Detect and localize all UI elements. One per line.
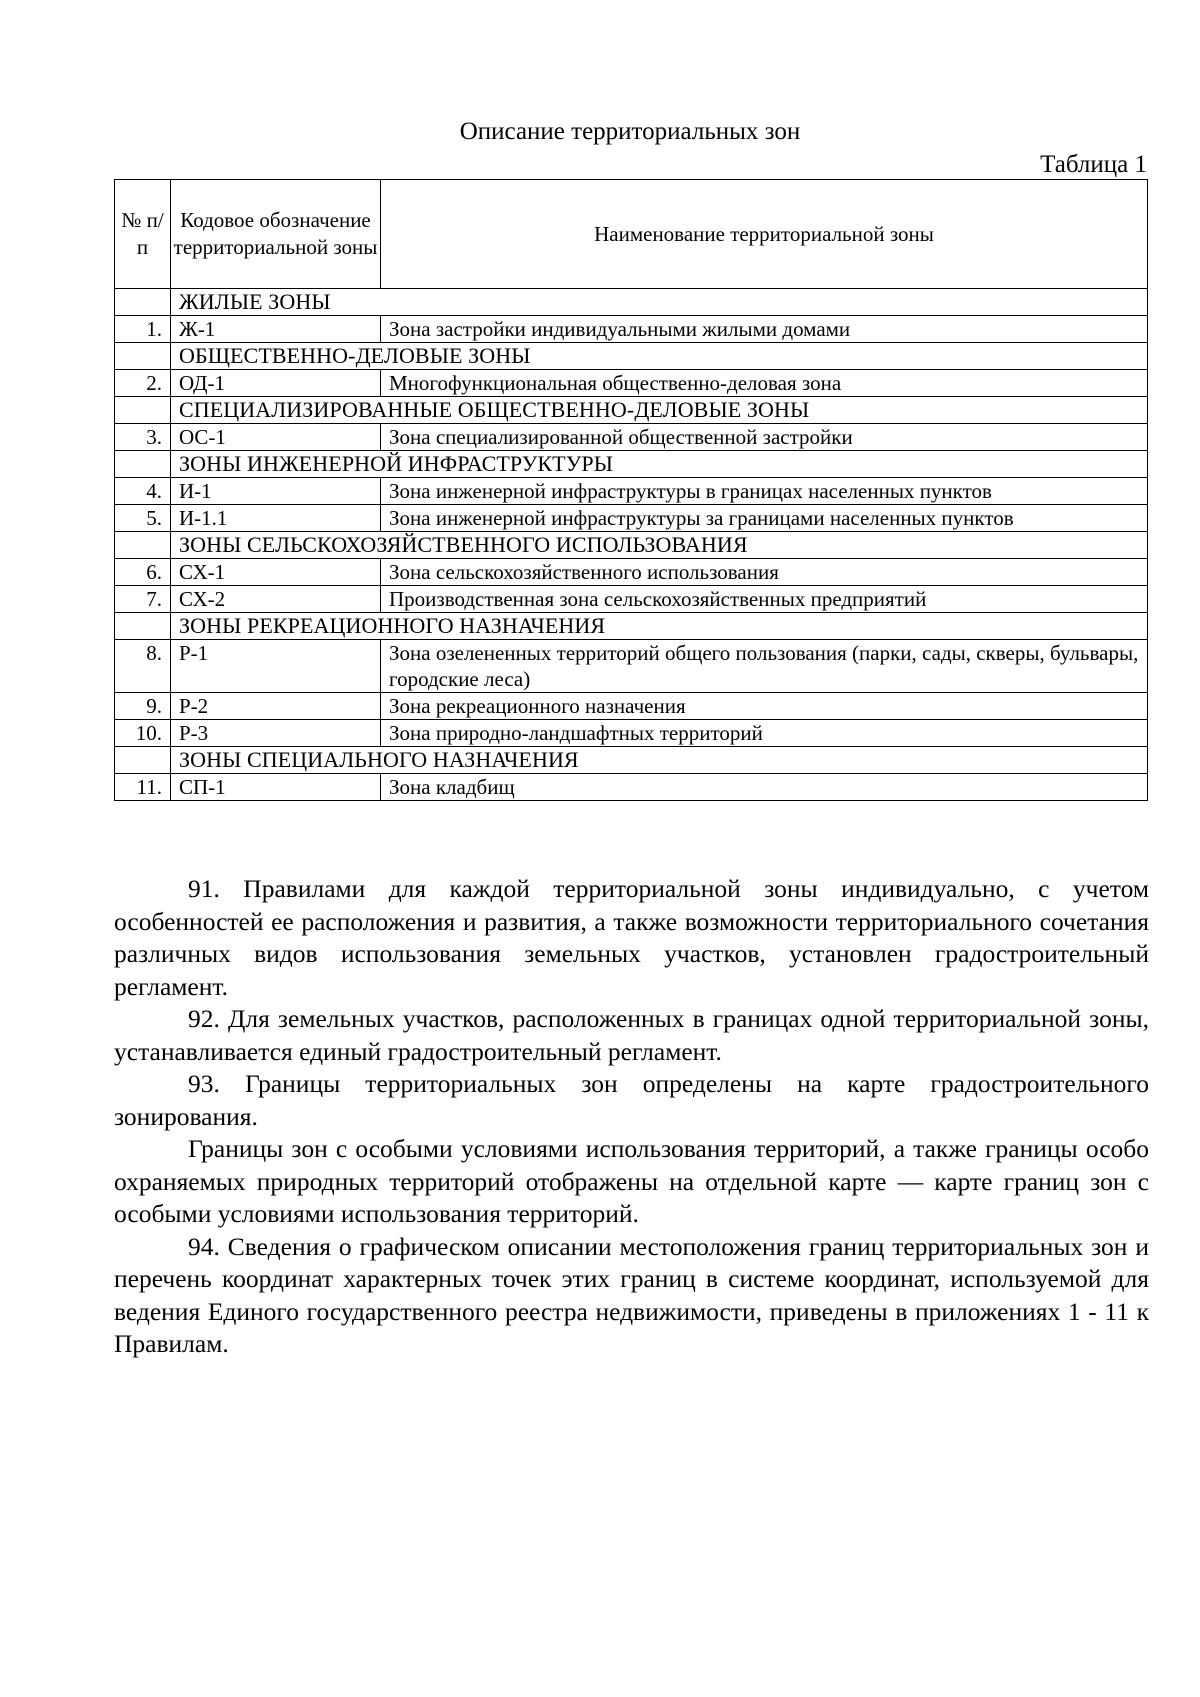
row-number: 8. xyxy=(115,640,171,693)
zone-code: И-1 xyxy=(171,478,381,505)
zone-name: Зона инженерной инфраструктуры в границах населенных пунктов xyxy=(381,478,1148,505)
row-number: 7. xyxy=(115,586,171,613)
zone-code: СП-1 xyxy=(171,774,381,801)
table-section-row xyxy=(115,613,1148,640)
row-number: 5. xyxy=(115,505,171,532)
section-title: ОБЩЕСТВЕННО-ДЕЛОВЫЕ ЗОНЫ xyxy=(171,343,1148,370)
section-title: ЗОНЫ СЕЛЬСКОХОЗЯЙСТВЕННОГО ИСПОЛЬЗОВАНИЯ xyxy=(171,532,1148,559)
table-row xyxy=(115,559,1148,586)
table-section-row xyxy=(115,451,1148,478)
zone-code: Ж-1 xyxy=(171,316,381,343)
section-title: ЗОНЫ ИНЖЕНЕРНОЙ ИНФРАСТРУКТУРЫ xyxy=(171,451,1148,478)
zones-table-body xyxy=(115,180,1148,801)
table-row xyxy=(115,774,1148,801)
document-title: Описание территориальных зон xyxy=(459,118,801,145)
body-text xyxy=(114,873,1149,1361)
zone-code: И-1.1 xyxy=(171,505,381,532)
table-row xyxy=(115,478,1148,505)
paragraph: Границы зон с особыми условиями использования территорий, а также границы особо охраняемых природных территорий отображены на отдельной карте — карте границ зон с особыми условиями использования территорий. xyxy=(114,1134,1149,1228)
zone-code: СХ-1 xyxy=(171,559,381,586)
zone-code: Р-1 xyxy=(171,640,381,693)
header-number: № п/п xyxy=(115,180,171,289)
paragraph: 91. Правилами для каждой территориальной зоны индивидуально, с учетом особенностей ее расположения и развития, а также возможности территориального сочетания различных видов использования земельных участков, установлен градостроительный регламент. xyxy=(114,874,1149,1001)
section-empty-cell xyxy=(115,451,171,478)
section-empty-cell xyxy=(115,289,171,316)
zone-name: Зона кладбищ xyxy=(381,774,1148,801)
header-name: Наименование территориальной зоны xyxy=(381,180,1148,289)
zone-code: ОС-1 xyxy=(171,424,381,451)
table-section-row xyxy=(115,343,1148,370)
table-row xyxy=(115,370,1148,397)
section-empty-cell xyxy=(115,747,171,774)
zone-code: ОД-1 xyxy=(171,370,381,397)
section-empty-cell xyxy=(115,343,171,370)
section-title: ЗОНЫ РЕКРЕАЦИОННОГО НАЗНАЧЕНИЯ xyxy=(171,613,1148,640)
table-section-row xyxy=(115,289,1148,316)
table-row xyxy=(115,640,1148,693)
zone-name: Зона инженерной инфраструктуры за границами населенных пунктов xyxy=(381,505,1148,532)
table-section-row xyxy=(115,532,1148,559)
row-number: 9. xyxy=(115,693,171,720)
table-row xyxy=(115,505,1148,532)
row-number: 3. xyxy=(115,424,171,451)
row-number: 4. xyxy=(115,478,171,505)
zone-name: Зона рекреационного назначения xyxy=(381,693,1148,720)
row-number: 6. xyxy=(115,559,171,586)
row-number: 10. xyxy=(115,720,171,747)
header-code: Кодовое обозначение территориальной зоны xyxy=(171,180,381,289)
row-number: 2. xyxy=(115,370,171,397)
zone-name: Зона озелененных территорий общего пользования (парки, сады, скверы, бульвары, городские леса) xyxy=(381,640,1148,693)
zone-code: Р-3 xyxy=(171,720,381,747)
table-row xyxy=(115,424,1148,451)
zone-code: Р-2 xyxy=(171,693,381,720)
zone-name: Зона застройки индивидуальными жилыми домами xyxy=(381,316,1148,343)
row-number: 1. xyxy=(115,316,171,343)
row-number: 11. xyxy=(115,774,171,801)
table-row xyxy=(115,720,1148,747)
zone-name: Многофункциональная общественно-деловая зона xyxy=(381,370,1148,397)
section-title: ЗОНЫ СПЕЦИАЛЬНОГО НАЗНАЧЕНИЯ xyxy=(171,747,1148,774)
paragraph: 94. Сведения о графическом описании местоположения границ территориальных зон и перечень координат характерных точек этих границ в системе координат, используемой для ведения Единого государственного реестра недвижимости, приведены в приложениях 1 - 11 к Правилам. xyxy=(114,1231,1149,1358)
zone-name: Производственная зона сельскохозяйственных предприятий xyxy=(381,586,1148,613)
table-section-row xyxy=(115,397,1148,424)
table-row xyxy=(115,316,1148,343)
section-empty-cell xyxy=(115,613,171,640)
section-title: ЖИЛЫЕ ЗОНЫ xyxy=(171,289,1148,316)
table-header-row xyxy=(115,180,1148,289)
table-section-row xyxy=(115,747,1148,774)
table-label: Таблица 1 xyxy=(1040,151,1147,178)
zone-name: Зона природно-ландшафтных территорий xyxy=(381,720,1148,747)
section-empty-cell xyxy=(115,397,171,424)
zone-name: Зона специализированной общественной застройки xyxy=(381,424,1148,451)
section-empty-cell xyxy=(115,532,171,559)
table-row xyxy=(115,586,1148,613)
zone-code: СХ-2 xyxy=(171,586,381,613)
paragraph: 93. Границы территориальных зон определены на карте градостроительного зонирования. xyxy=(114,1069,1149,1131)
section-title: СПЕЦИАЛИЗИРОВАННЫЕ ОБЩЕСТВЕННО-ДЕЛОВЫЕ ЗОНЫ xyxy=(171,397,1148,424)
zone-name: Зона сельскохозяйственного использования xyxy=(381,559,1148,586)
zones-table xyxy=(114,179,1148,801)
paragraph: 92. Для земельных участков, расположенных в границах одной территориальной зоны, устанавливается единый градостроительный регламент. xyxy=(114,1004,1149,1066)
table-row xyxy=(115,693,1148,720)
